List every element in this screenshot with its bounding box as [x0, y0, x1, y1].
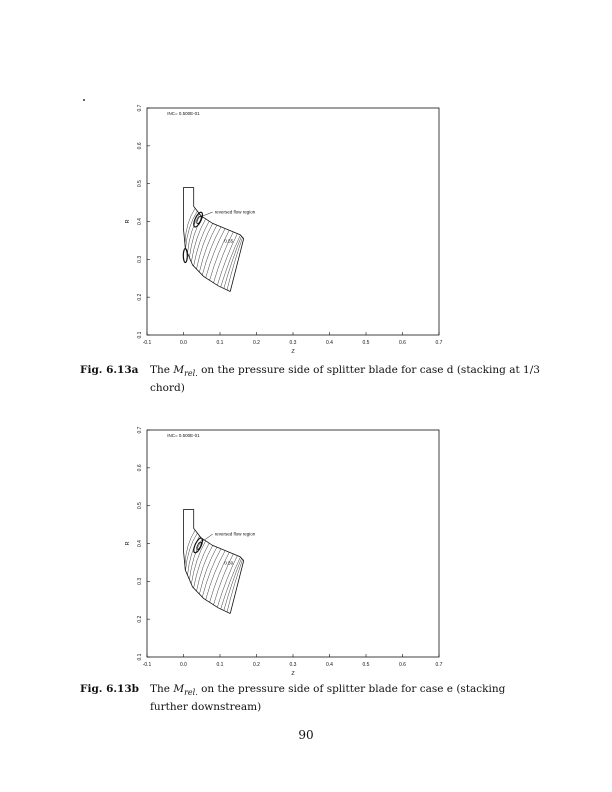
blade-exit-line	[230, 561, 244, 614]
contour-line	[227, 559, 243, 612]
x-tick-label: 0.2	[253, 662, 260, 668]
caption-math-b: M	[173, 683, 185, 695]
y-tick-label: 0.1	[137, 331, 143, 339]
x-tick-label: 0.1	[216, 340, 224, 346]
y-axis-label: R	[125, 219, 131, 224]
figure-caption-b	[80, 682, 540, 714]
x-axis-label: Z	[291, 349, 295, 355]
blade-hub-line	[184, 509, 234, 613]
x-tick-label: 0.5	[362, 340, 370, 346]
page-number: 90	[298, 728, 314, 742]
caption-pre-b: The	[150, 683, 174, 695]
x-tick-label: 0.0	[180, 340, 187, 346]
x-tick-label: 0.2	[253, 340, 260, 346]
y-tick-label: 0.2	[137, 615, 143, 623]
blade-exit-line	[230, 239, 244, 292]
y-tick-label: 0.3	[137, 577, 143, 585]
contour-plot-a-svg	[100, 98, 460, 358]
annotation-contour-value: 0.50	[224, 560, 234, 566]
y-tick-label: 0.7	[137, 104, 143, 112]
x-tick-label: 0.6	[399, 662, 406, 668]
y-tick-label: 0.3	[137, 255, 143, 263]
contour-plot-a	[100, 98, 460, 355]
contour-line	[227, 237, 243, 290]
y-tick-label: 0.5	[137, 180, 143, 188]
x-tick-label: 0.6	[399, 340, 406, 346]
caption-label-a: Fig. 6.13a	[80, 364, 139, 376]
caption-text-a	[150, 363, 540, 395]
stray-dot	[83, 99, 85, 101]
y-tick-label: 0.7	[137, 426, 143, 434]
contour-plot-b-svg	[100, 420, 460, 680]
caption-label-b: Fig. 6.13b	[80, 683, 140, 695]
blade-hub-line	[184, 187, 234, 291]
x-tick-label: 0.4	[326, 662, 333, 668]
x-axis-label: Z	[291, 671, 295, 677]
y-tick-label: 0.5	[137, 502, 143, 510]
annotation-leader	[201, 534, 213, 542]
y-tick-label: 0.1	[137, 653, 143, 661]
x-tick-label: -0.1	[142, 662, 152, 668]
x-tick-label: -0.1	[142, 340, 152, 346]
x-tick-label: 0.0	[180, 662, 187, 668]
annotation-contour-value: 0.55	[224, 238, 234, 244]
y-tick-label: 0.2	[137, 293, 143, 301]
caption-math-sub-b: rel.	[184, 688, 198, 698]
contour-plot-b	[100, 420, 460, 677]
caption-pre-a: The	[150, 364, 174, 376]
x-tick-label: 0.4	[326, 340, 333, 346]
inc-label: INC= 0.500E-01	[167, 111, 200, 116]
caption-math-sub-a: rel.	[184, 369, 198, 379]
y-tick-label: 0.4	[137, 540, 143, 547]
inc-label: INC= 0.500E-01	[167, 433, 200, 438]
y-tick-label: 0.4	[137, 218, 143, 225]
plot-frame	[147, 108, 439, 335]
x-tick-label: 0.7	[435, 662, 443, 668]
caption-post-a: on the pressure side of splitter blade for case d (stacking at 1/3 chord)	[150, 364, 540, 395]
caption-post-b: on the pressure side of splitter blade for case e (stacking further downstream)	[150, 683, 506, 714]
y-axis-label: R	[125, 541, 131, 546]
plot-frame	[147, 430, 439, 657]
y-tick-label: 0.6	[137, 464, 143, 472]
caption-text-b	[150, 682, 540, 714]
annotation-reversed-flow: reversed flow region	[214, 209, 256, 215]
annotation-reversed-flow: reversed flow region	[214, 531, 256, 537]
x-tick-label: 0.5	[362, 662, 370, 668]
figure-caption-a	[80, 363, 540, 395]
x-tick-label: 0.3	[289, 662, 297, 668]
y-tick-label: 0.6	[137, 142, 143, 150]
x-tick-label: 0.3	[289, 340, 297, 346]
lower-loop	[183, 249, 187, 263]
x-tick-label: 0.1	[216, 662, 224, 668]
caption-math-a: M	[173, 364, 185, 376]
x-tick-label: 0.7	[435, 340, 443, 346]
